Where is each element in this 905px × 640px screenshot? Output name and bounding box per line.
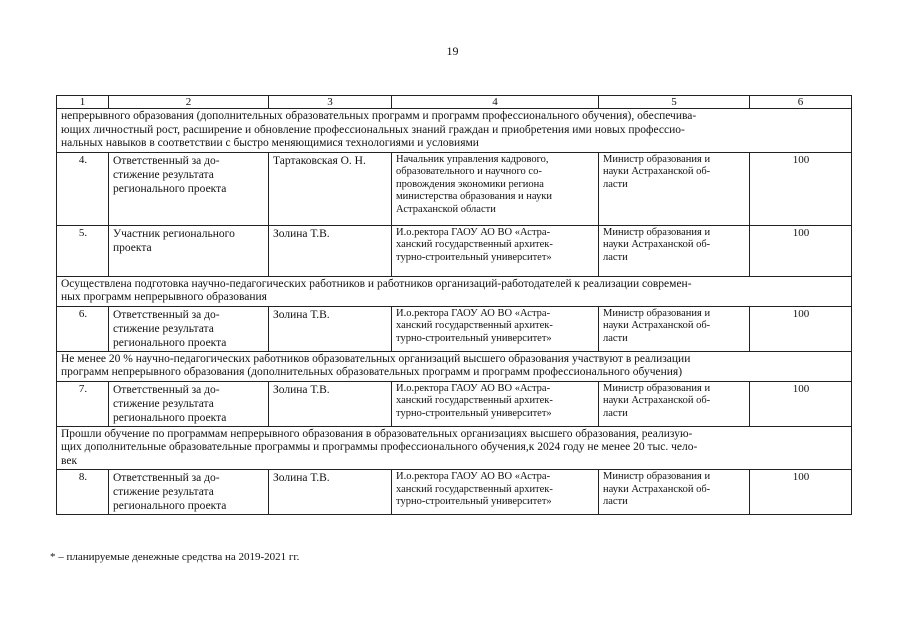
table-header-row	[57, 96, 852, 109]
section-text-content: Прошли обучение по программам непрерывного образования в образовательных организациях высшего образования, реализую- щих дополнительные образовательные программы и программы профессионального обучения,к 2024 году не менее 20 тыс. чело- век	[61, 427, 698, 467]
role-cell	[109, 470, 269, 515]
role-cell	[109, 225, 269, 276]
row-number: 5.	[57, 225, 109, 276]
approver-text: Министр образования и науки Астраханской об- ласти	[603, 307, 711, 344]
table-row	[57, 152, 852, 225]
row-number: 6.	[57, 306, 109, 351]
role-text: Ответственный за до- стижение результата регионального проекта	[113, 472, 227, 512]
person-cell	[269, 152, 392, 225]
footnote: * – планируемые денежные средства на 2019-2021 гг.	[50, 551, 300, 563]
approver-text: Министр образования и науки Астраханской об- ласти	[603, 471, 711, 507]
percent-value: 100	[750, 470, 852, 515]
header-cell: 5	[599, 96, 750, 109]
header-cell: 4	[392, 96, 599, 109]
approver-text: Министр образования и науки Астраханской об- ласти	[603, 226, 711, 263]
page-number: 19	[446, 44, 459, 58]
section-row	[57, 109, 852, 153]
approver-cell	[599, 381, 750, 426]
leader-text: И.о.ректора ГАОУ АО ВО «Астра- ханский государственный архитек- турно-строительный университет»	[396, 226, 553, 263]
role-cell	[109, 152, 269, 225]
header-cell: 1	[57, 96, 109, 109]
leader-cell	[392, 381, 599, 426]
leader-text: И.о.ректора ГАОУ АО ВО «Астра- ханский государственный архитек- турно-строительный университет»	[396, 471, 553, 507]
leader-text: И.о.ректора ГАОУ АО ВО «Астра- ханский государственный архитек- турно-строительный университет»	[396, 307, 553, 344]
approver-text: Министр образования и науки Астраханской об- ласти	[603, 382, 711, 419]
section-text-content: Не менее 20 % научно-педагогических работников образовательных организаций высшего образования участвуют в реализации программ непрерывного образования (дополнительных образовательных программ и программ профессионального обучения)	[61, 352, 691, 378]
header-cell: 2	[109, 96, 269, 109]
role-text: Ответственный за до- стижение результата регионального проекта	[113, 308, 227, 349]
leader-text: И.о.ректора ГАОУ АО ВО «Астра- ханский государственный архитек- турно-строительный университет»	[396, 382, 553, 419]
row-number: 4.	[57, 152, 109, 225]
approver-cell	[599, 152, 750, 225]
person-cell	[269, 225, 392, 276]
person-cell	[269, 306, 392, 351]
person-name: Золина Т.В.	[273, 383, 330, 396]
section-text	[57, 351, 852, 381]
row-number: 8.	[57, 470, 109, 515]
role-text: Участник регионального проекта	[113, 227, 235, 254]
header-cell: 6	[750, 96, 852, 109]
table-row	[57, 306, 852, 351]
role-text: Ответственный за до- стижение результата регионального проекта	[113, 383, 227, 424]
person-name: Золина Т.В.	[273, 308, 330, 321]
leader-cell	[392, 306, 599, 351]
person-cell	[269, 470, 392, 515]
role-text: Ответственный за до- стижение результата регионального проекта	[113, 154, 227, 195]
role-cell	[109, 381, 269, 426]
leader-cell	[392, 152, 599, 225]
table-row	[57, 225, 852, 276]
responsibility-table	[56, 95, 852, 515]
person-name: Золина Т.В.	[273, 227, 330, 240]
percent-value: 100	[750, 381, 852, 426]
percent-value: 100	[750, 225, 852, 276]
leader-cell	[392, 225, 599, 276]
table-row	[57, 470, 852, 515]
approver-cell	[599, 225, 750, 276]
section-row	[57, 426, 852, 470]
section-text	[57, 109, 852, 153]
table-row	[57, 381, 852, 426]
leader-cell	[392, 470, 599, 515]
approver-cell	[599, 470, 750, 515]
row-number: 7.	[57, 381, 109, 426]
header-cell: 3	[269, 96, 392, 109]
person-name: Золина Т.В.	[273, 472, 330, 484]
section-text	[57, 426, 852, 470]
leader-text: Начальник управления кадрового, образовательного и научного со- провождения экономики региона министерства образования и науки Астраханской области	[396, 153, 552, 215]
role-cell	[109, 306, 269, 351]
section-text	[57, 276, 852, 306]
section-text-content: Осуществлена подготовка научно-педагогических работников и работников организаций-работодателей к реализации современ- ных программ непрерывного образования	[61, 277, 692, 303]
person-name: Тартаковская О. Н.	[273, 154, 366, 167]
section-row	[57, 351, 852, 381]
percent-value: 100	[750, 152, 852, 225]
percent-value: 100	[750, 306, 852, 351]
section-row	[57, 276, 852, 306]
approver-cell	[599, 306, 750, 351]
section-text-content: непрерывного образования (дополнительных образовательных программ и программ профессионального обучения), обеспечива- ющих личностный рост, расширение и обновление профессиональных знаний граждан и приобретения ими новых профессио- нальных навыков в соответствии с быстро меняющимися технологиями и условиями	[61, 110, 697, 149]
person-cell	[269, 381, 392, 426]
approver-text: Министр образования и науки Астраханской об- ласти	[603, 153, 711, 190]
